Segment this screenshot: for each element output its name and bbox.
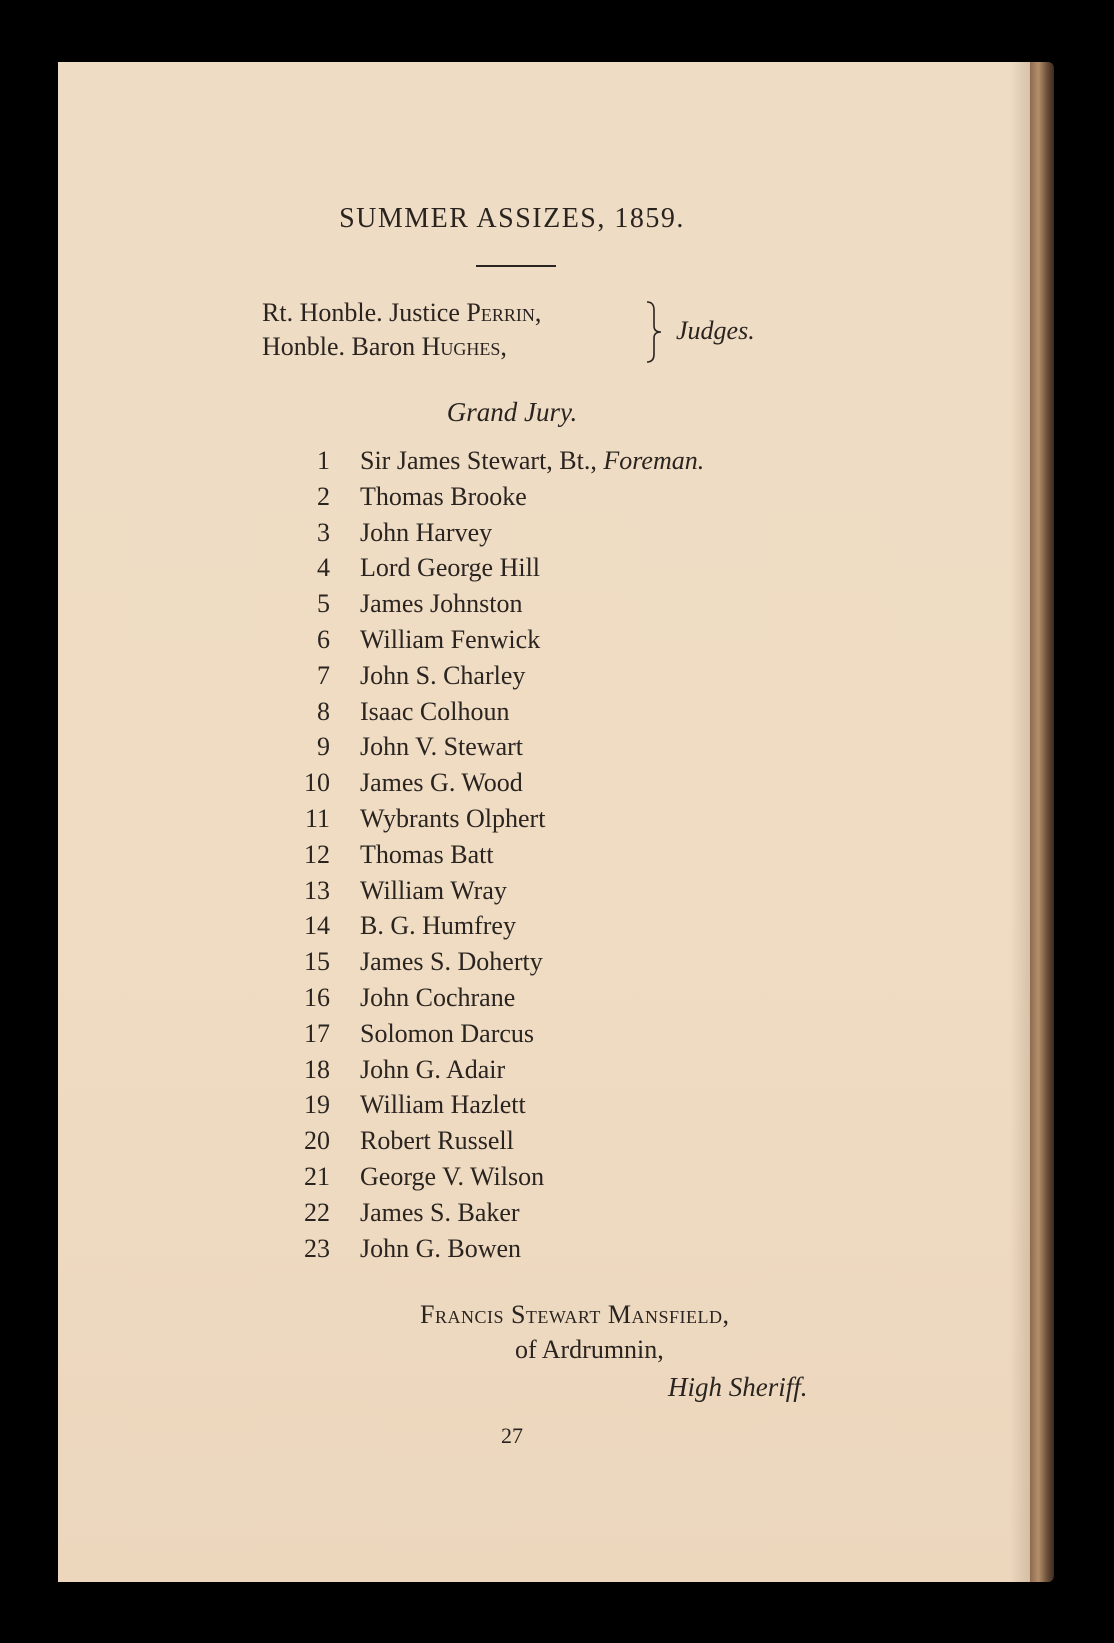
jury-member xyxy=(284,515,704,551)
jury-member-number: 8 xyxy=(317,696,330,726)
jury-member-number: 12 xyxy=(304,839,330,869)
judge-line-1: Rt. Honble. Justice Perrin, xyxy=(262,298,542,327)
jury-member-number: 1 xyxy=(317,446,330,475)
jury-member-number: 15 xyxy=(304,947,330,977)
jury-member-name: William Wray xyxy=(360,875,507,905)
jury-member xyxy=(284,479,704,515)
sheriff-place: of Ardrumnin, xyxy=(515,1335,664,1364)
jury-member xyxy=(284,622,704,658)
jury-member xyxy=(284,873,704,909)
jury-member-number: 11 xyxy=(304,803,330,833)
jury-member-number: 6 xyxy=(317,624,330,654)
jury-member-name: Robert Russell xyxy=(360,1126,514,1156)
jury-member xyxy=(284,550,704,586)
jury-member xyxy=(284,729,704,765)
jury-member-number: 18 xyxy=(304,1054,330,1084)
jury-member xyxy=(284,694,704,730)
jury-member xyxy=(284,586,704,622)
jury-member-name: William Hazlett xyxy=(360,1090,526,1120)
jury-member-name: John G. Adair xyxy=(360,1054,506,1084)
jury-member-number: 4 xyxy=(317,553,330,583)
jury-member-number: 20 xyxy=(304,1126,330,1156)
book-page-edge xyxy=(1030,62,1054,1582)
jury-member-name: Sir James Stewart, Bt., xyxy=(360,446,604,475)
judge-name-2: Hughes xyxy=(421,332,501,361)
judges-label: Judges. xyxy=(676,316,755,345)
jury-member xyxy=(284,443,704,479)
jury-member-name: Thomas Batt xyxy=(360,839,494,869)
jury-member-name: Solomon Darcus xyxy=(360,1018,535,1048)
jury-member-name: Lord George Hill xyxy=(360,553,541,583)
jury-member-name: William Fenwick xyxy=(360,624,541,654)
jury-member xyxy=(284,908,704,944)
judges-block xyxy=(262,296,541,364)
jury-member xyxy=(284,980,704,1016)
jury-member xyxy=(284,765,704,801)
jury-member-name: Wybrants Olphert xyxy=(360,803,546,833)
page-gutter-shadow xyxy=(1010,62,1032,1582)
title-divider xyxy=(476,265,556,267)
jury-member xyxy=(284,1195,704,1231)
jury-member-number: 9 xyxy=(317,732,330,762)
jury-member xyxy=(284,1016,704,1052)
jury-member-number: 21 xyxy=(304,1161,330,1191)
jury-member xyxy=(284,658,704,694)
jury-member-name: James S. Doherty xyxy=(360,947,543,977)
jury-member-number: 3 xyxy=(317,517,330,547)
sheriff-role: High Sheriff. xyxy=(668,1372,808,1402)
jury-member-name: George V. Wilson xyxy=(360,1161,545,1191)
jury-member-number: 23 xyxy=(304,1233,330,1263)
jury-member-name: James S. Baker xyxy=(360,1197,520,1227)
jury-member xyxy=(284,1231,704,1267)
jury-member-number: 14 xyxy=(304,911,330,941)
jury-member-name: James G. Wood xyxy=(360,768,523,798)
jury-member-name: John Cochrane xyxy=(360,982,516,1012)
jury-member-name: John Harvey xyxy=(360,517,493,547)
sheriff-name: Francis Stewart Mansfield, xyxy=(420,1300,730,1329)
judge-line-2: Honble. Baron Hughes, xyxy=(262,332,507,361)
jury-member-number: 22 xyxy=(304,1197,330,1227)
grand-jury-title: Grand Jury. xyxy=(446,397,578,427)
jury-member-number: 10 xyxy=(304,768,330,798)
jury-member-number: 19 xyxy=(304,1090,330,1120)
jury-member-number: 5 xyxy=(317,589,330,619)
jury-member-name: James Johnston xyxy=(360,589,523,619)
jury-member xyxy=(284,1087,704,1123)
grand-jury-list xyxy=(284,443,704,1266)
jury-member-number: 7 xyxy=(317,660,330,690)
jury-member xyxy=(284,837,704,873)
jury-member xyxy=(284,1123,704,1159)
jury-member-number: 16 xyxy=(304,982,330,1012)
judge-name-1: Perrin xyxy=(466,298,535,327)
jury-member xyxy=(284,1052,704,1088)
jury-member-number: 17 xyxy=(304,1018,330,1048)
jury-member-name: John V. Stewart xyxy=(360,732,523,762)
jury-member-name: B. G. Humfrey xyxy=(360,911,516,941)
jury-member-name: Isaac Colhoun xyxy=(360,696,510,726)
jury-member-name: John G. Bowen xyxy=(360,1233,522,1263)
jury-member xyxy=(284,1159,704,1195)
page-number: 27 xyxy=(501,1423,523,1448)
curly-brace-icon xyxy=(645,300,663,364)
jury-member-name: John S. Charley xyxy=(360,660,526,690)
jury-member-role: Foreman. xyxy=(603,446,705,475)
jury-member-number: 2 xyxy=(317,481,330,511)
page-title: SUMMER ASSIZES, 1859. xyxy=(339,203,685,234)
jury-member xyxy=(284,801,704,837)
jury-member-number: 13 xyxy=(304,875,330,905)
jury-member-name: Thomas Brooke xyxy=(360,481,527,511)
jury-member xyxy=(284,944,704,980)
